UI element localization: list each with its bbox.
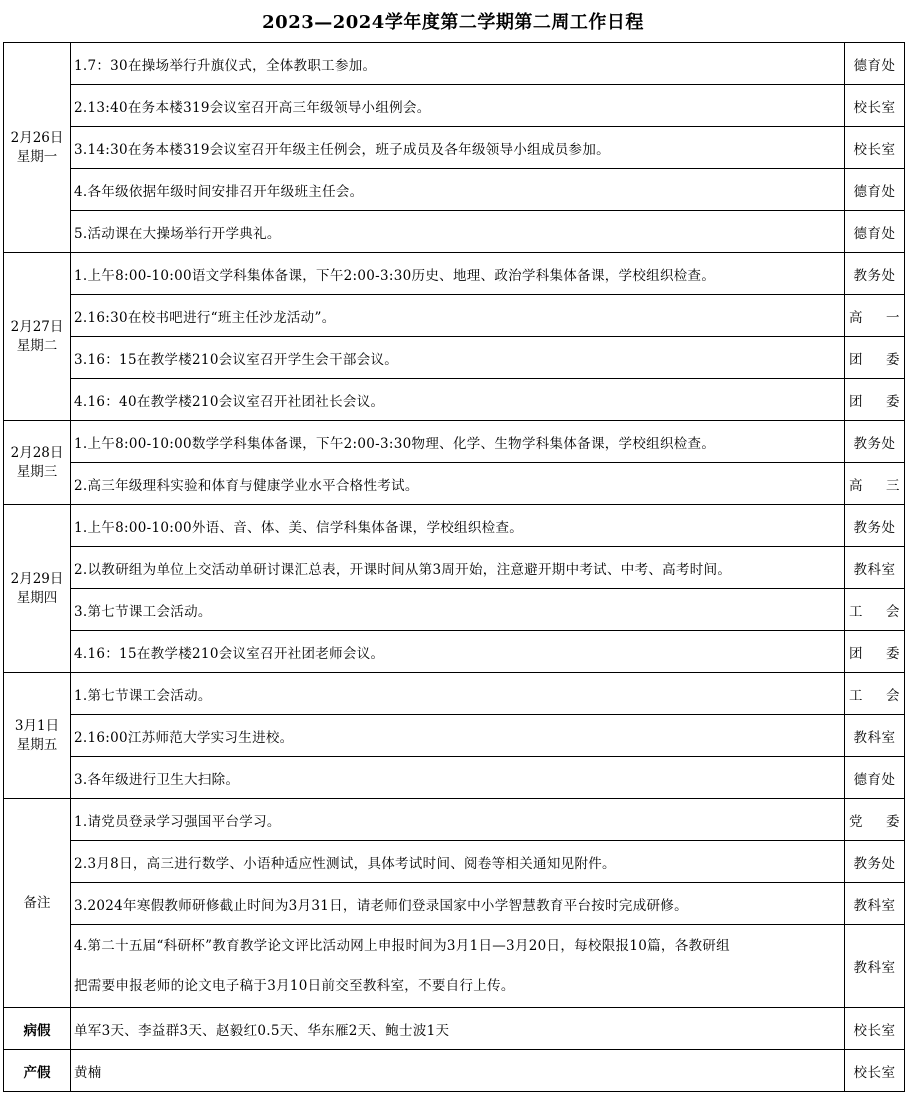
day-date: 3月1日 xyxy=(14,717,60,734)
schedule-item: 3.14:30在务本楼319会议室召开年级主任例会，班子成员及各年级领导小组成员参加。 xyxy=(71,127,845,169)
table-row xyxy=(4,547,905,589)
table-row xyxy=(4,1008,905,1050)
schedule-item: 3.第七节课工会活动。 xyxy=(71,589,845,631)
department: 德育处 xyxy=(845,757,905,799)
schedule-table xyxy=(3,42,905,1092)
sick-leave-text: 单军3天、李益群3天、赵毅红0.5天、华东雁2天、鲍士波1天 xyxy=(71,1008,845,1050)
day-cell-wednesday xyxy=(4,421,71,505)
table-row xyxy=(4,883,905,925)
department: 校长室 xyxy=(845,127,905,169)
department: 校长室 xyxy=(845,85,905,127)
sick-leave-label: 病假 xyxy=(4,1008,71,1050)
schedule-item: 1.上午8:00-10:00语文学科集体备课，下午2:00-3:30历史、地理、政治学科集体备课，学校组织检查。 xyxy=(71,253,845,295)
department: 教科室 xyxy=(845,925,905,1008)
table-row xyxy=(4,799,905,841)
day-weekday: 星期四 xyxy=(16,589,58,606)
department: 校长室 xyxy=(845,1008,905,1050)
table-row xyxy=(4,337,905,379)
note-line-2: 把需要申报老师的论文电子稿于3月10日前交至教科室，不要自行上传。 xyxy=(74,978,515,994)
table-row xyxy=(4,463,905,505)
page-title: 2023—2024学年度第二学期第二周工作日程 xyxy=(262,11,644,33)
note-line-1: 4.第二十五届“科研杯”教育教学论文评比活动网上申报时间为3月1日—3月20日，每校限报10篇，各教研组 xyxy=(74,938,730,954)
day-cell-tuesday xyxy=(4,253,71,421)
table-row xyxy=(4,295,905,337)
department: 工 会 xyxy=(845,673,905,715)
day-weekday: 星期五 xyxy=(16,736,58,753)
schedule-item: 4.16：15在教学楼210会议室召开社团老师会议。 xyxy=(71,631,845,673)
day-cell-friday xyxy=(4,673,71,799)
department: 教务处 xyxy=(845,505,905,547)
department: 教务处 xyxy=(845,253,905,295)
schedule-item: 3.各年级进行卫生大扫除。 xyxy=(71,757,845,799)
table-row xyxy=(4,379,905,421)
schedule-item: 1.第七节课工会活动。 xyxy=(71,673,845,715)
table-row xyxy=(4,505,905,547)
schedule-item: 5.活动课在大操场举行开学典礼。 xyxy=(71,211,845,253)
department: 德育处 xyxy=(845,43,905,85)
schedule-item: 2.高三年级理科实验和体育与健康学业水平合格性考试。 xyxy=(71,463,845,505)
table-row xyxy=(4,169,905,211)
table-row xyxy=(4,841,905,883)
department: 校长室 xyxy=(845,1050,905,1092)
table-row xyxy=(4,1050,905,1092)
day-date: 2月28日 xyxy=(10,444,64,461)
note-item: 2.3月8日，高三进行数学、小语种适应性测试，具体考试时间、阅卷等相关通知见附件。 xyxy=(71,841,845,883)
note-item: 1.请党员登录学习强国平台学习。 xyxy=(71,799,845,841)
department: 党 委 xyxy=(845,799,905,841)
day-date: 2月26日 xyxy=(10,129,64,146)
table-row xyxy=(4,85,905,127)
schedule-item: 2.16:00江苏师范大学实习生进校。 xyxy=(71,715,845,757)
department: 团 委 xyxy=(845,337,905,379)
table-row xyxy=(4,925,905,1008)
notes-label: 备注 xyxy=(4,799,71,1008)
table-row xyxy=(4,715,905,757)
day-weekday: 星期三 xyxy=(16,463,58,480)
day-weekday: 星期二 xyxy=(16,337,58,354)
maternity-leave-text: 黄楠 xyxy=(71,1050,845,1092)
department: 高 三 xyxy=(845,463,905,505)
department: 教务处 xyxy=(845,841,905,883)
note-item-multiline xyxy=(71,925,845,1008)
note-item: 3.2024年寒假教师研修截止时间为3月31日，请老师们登录国家中小学智慧教育平台按时完成研修。 xyxy=(71,883,845,925)
table-row xyxy=(4,673,905,715)
department: 教科室 xyxy=(845,715,905,757)
schedule-item: 2.13:40在务本楼319会议室召开高三年级领导小组例会。 xyxy=(71,85,845,127)
department: 教科室 xyxy=(845,883,905,925)
schedule-item: 3.16：15在教学楼210会议室召开学生会干部会议。 xyxy=(71,337,845,379)
department: 教科室 xyxy=(845,547,905,589)
department: 工 会 xyxy=(845,589,905,631)
schedule-item: 1.上午8:00-10:00数学学科集体备课，下午2:00-3:30物理、化学、生物学科集体备课，学校组织检查。 xyxy=(71,421,845,463)
day-weekday: 星期一 xyxy=(16,148,58,165)
schedule-item: 4.16：40在教学楼210会议室召开社团社长会议。 xyxy=(71,379,845,421)
department: 团 委 xyxy=(845,631,905,673)
schedule-item: 1.7：30在操场举行升旗仪式，全体教职工参加。 xyxy=(71,43,845,85)
day-cell-monday xyxy=(4,43,71,253)
department: 教务处 xyxy=(845,421,905,463)
table-row xyxy=(4,211,905,253)
table-row xyxy=(4,631,905,673)
schedule-item: 2.16:30在校书吧进行“班主任沙龙活动”。 xyxy=(71,295,845,337)
table-row xyxy=(4,757,905,799)
table-row xyxy=(4,43,905,85)
department: 团 委 xyxy=(845,379,905,421)
schedule-item: 2.以教研组为单位上交活动单研讨课汇总表，开课时间从第3周开始，注意避开期中考试、中考、高考时间。 xyxy=(71,547,845,589)
schedule-item: 4.各年级依据年级时间安排召开年级班主任会。 xyxy=(71,169,845,211)
table-row xyxy=(4,253,905,295)
department: 高 一 xyxy=(845,295,905,337)
department: 德育处 xyxy=(845,211,905,253)
table-row xyxy=(4,127,905,169)
schedule-item: 1.上午8:00-10:00外语、音、体、美、信学科集体备课，学校组织检查。 xyxy=(71,505,845,547)
table-row xyxy=(4,421,905,463)
table-row xyxy=(4,589,905,631)
day-date: 2月29日 xyxy=(10,570,64,587)
day-date: 2月27日 xyxy=(10,318,64,335)
day-cell-thursday xyxy=(4,505,71,673)
maternity-leave-label: 产假 xyxy=(4,1050,71,1092)
department: 德育处 xyxy=(845,169,905,211)
